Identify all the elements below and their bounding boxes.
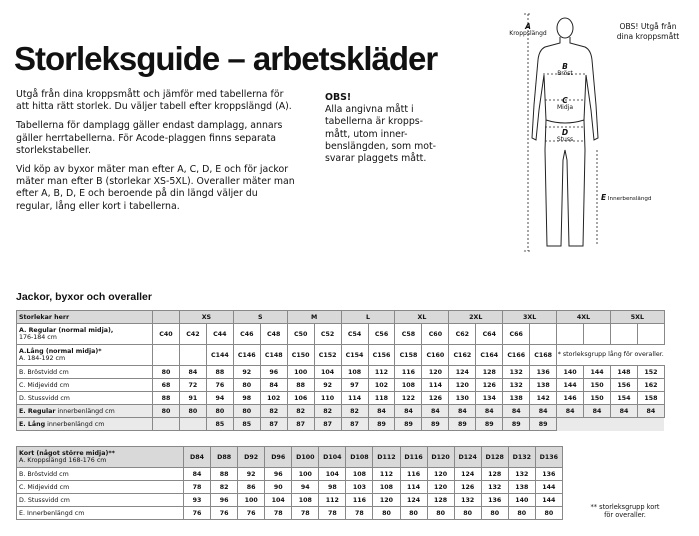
cell: 92	[238, 468, 265, 481]
cell: 87	[314, 418, 341, 431]
cell: 120	[449, 379, 476, 392]
cell: 126	[476, 379, 503, 392]
size-code: C154	[341, 345, 368, 366]
cell: 94	[292, 481, 319, 494]
cell: 97	[341, 379, 368, 392]
e-lang-row	[17, 418, 665, 431]
obs-text: Alla angivna mått i tabellerna är kropps-mått, utom inner-benslängden, som mot-svarar plaggets mått.	[325, 104, 437, 165]
size-code: C64	[476, 324, 503, 345]
obs-right-note: OBS! Utgå från dina kroppsmått	[616, 22, 680, 41]
cell: 116	[395, 366, 422, 379]
cell: 88	[211, 468, 238, 481]
cell: 146	[557, 392, 584, 405]
cell: 82	[314, 405, 341, 418]
empty-cell	[637, 324, 664, 345]
label-a-letter: A	[525, 22, 531, 31]
cell: 108	[292, 494, 319, 507]
cell: 106	[287, 392, 314, 405]
cell: 89	[530, 418, 557, 431]
cell: 144	[535, 481, 562, 494]
size-code: C156	[368, 345, 395, 366]
cell: 92	[233, 366, 260, 379]
regular-row-label: A. Regular (normal midja), 176-184 cm	[17, 324, 153, 345]
empty-cell	[584, 418, 611, 431]
cell: 87	[287, 418, 314, 431]
cell: 84	[637, 405, 664, 418]
cell: 100	[292, 468, 319, 481]
cell: 78	[265, 507, 292, 520]
size-code: C168	[530, 345, 557, 366]
cell: 132	[508, 468, 535, 481]
cell: 80	[400, 507, 427, 520]
cell: 84	[422, 405, 449, 418]
intro-paragraph-2: Tabellerna för damplagg gäller endast damplagg, annars gäller herrtabellerna. För Acode-plaggen finns separata storlekstabeller.	[16, 120, 283, 156]
table-row	[17, 468, 563, 481]
cell: 68	[153, 379, 180, 392]
cell: 156	[610, 379, 637, 392]
size-code: C50	[287, 324, 314, 345]
cell: 138	[508, 481, 535, 494]
lang-row-label: A.Lång (normal midja)* A. 184-192 cm	[17, 345, 153, 366]
row-label: E. Lång innerbenlängd cm	[17, 418, 153, 431]
row-label: D. Stussvidd cm	[17, 494, 184, 507]
size-table-kort	[16, 446, 563, 520]
size-code: D124	[454, 447, 481, 468]
cell: 142	[530, 392, 557, 405]
cell: 112	[373, 468, 400, 481]
cell: 162	[637, 379, 664, 392]
cell: 89	[368, 418, 395, 431]
cell: 78	[292, 507, 319, 520]
row-label: E. Innerbenlängd cm	[17, 507, 184, 520]
section-title: Jackor, byxor och overaller	[16, 291, 152, 303]
size-code: C60	[422, 324, 449, 345]
size-code: C164	[476, 345, 503, 366]
label-c	[549, 97, 581, 111]
cell: 158	[637, 392, 664, 405]
cell: 78	[346, 507, 373, 520]
cell: 78	[319, 507, 346, 520]
cell: 84	[395, 405, 422, 418]
cell: 87	[260, 418, 287, 431]
cell: 93	[184, 494, 211, 507]
table-row	[17, 494, 563, 507]
cell: 120	[427, 481, 454, 494]
cell: 126	[454, 481, 481, 494]
cell: 112	[368, 366, 395, 379]
size-code: C52	[314, 324, 341, 345]
cell: 144	[557, 379, 584, 392]
cell: 80	[153, 366, 180, 379]
size-code: C54	[341, 324, 368, 345]
cell: 102	[260, 392, 287, 405]
label-a	[505, 23, 551, 37]
cell: 88	[153, 392, 180, 405]
empty-cell	[179, 345, 206, 366]
cell: 126	[422, 392, 449, 405]
size-code: D104	[319, 447, 346, 468]
lang-note: * storleksgrupp lång för overaller.	[557, 345, 665, 366]
cell: 136	[530, 366, 557, 379]
cell: 96	[211, 494, 238, 507]
size-group-header: M	[287, 311, 341, 324]
table-row	[17, 366, 665, 379]
cell: 108	[346, 468, 373, 481]
size-code: C144	[206, 345, 233, 366]
cell: 84	[610, 405, 637, 418]
label-b-text: Bröst	[557, 70, 573, 77]
cell: 104	[319, 468, 346, 481]
table-row	[17, 379, 665, 392]
cell: 94	[206, 392, 233, 405]
cell: 114	[400, 481, 427, 494]
cell: 84	[557, 405, 584, 418]
cell: 84	[260, 379, 287, 392]
cell: 82	[211, 481, 238, 494]
cell: 89	[503, 418, 530, 431]
cell: 116	[400, 468, 427, 481]
cell: 104	[265, 494, 292, 507]
cell: 88	[206, 366, 233, 379]
size-code: D92	[238, 447, 265, 468]
size-group-header: 4XL	[557, 311, 611, 324]
table-row	[17, 481, 563, 494]
cell: 84	[530, 405, 557, 418]
cell: 80	[373, 507, 400, 520]
cell: 144	[584, 366, 611, 379]
cell: 85	[233, 418, 260, 431]
cell: 154	[610, 392, 637, 405]
cell: 78	[184, 481, 211, 494]
cell: 90	[265, 481, 292, 494]
kort-header-row	[17, 447, 563, 468]
cell: 96	[265, 468, 292, 481]
cell: 84	[503, 405, 530, 418]
cell: 80	[508, 507, 535, 520]
size-group-header	[153, 311, 180, 324]
size-group-header: S	[233, 311, 287, 324]
cell: 84	[184, 468, 211, 481]
cell: 84	[449, 405, 476, 418]
obs-note	[325, 92, 445, 165]
table-row	[17, 392, 665, 405]
cell: 132	[503, 379, 530, 392]
cell: 80	[233, 405, 260, 418]
size-code: C42	[179, 324, 206, 345]
size-code: D84	[184, 447, 211, 468]
cell: 82	[287, 405, 314, 418]
cell: 84	[476, 405, 503, 418]
cell: 80	[233, 379, 260, 392]
size-code: D120	[427, 447, 454, 468]
cell: 120	[373, 494, 400, 507]
cell: 134	[476, 392, 503, 405]
empty-cell	[584, 324, 611, 345]
intro-paragraph-3: Vid köp av byxor mäter man efter A, C, D, E och för jackor mäter man efter B (storlekar XS-5XL). Overaller mäter man efter A, B, D, E och beroende på din längd väljer du regular, lång eller kort i tabellerna.	[16, 164, 295, 212]
label-a-text: Kroppslängd	[509, 30, 547, 37]
row-label: B. Bröstvidd cm	[17, 468, 184, 481]
cell: 87	[341, 418, 368, 431]
cell: 130	[449, 392, 476, 405]
row-label: E. Regular innerbenlängd cm	[17, 405, 153, 418]
size-group-header: XS	[179, 311, 233, 324]
cell: 89	[476, 418, 503, 431]
cell: 144	[535, 494, 562, 507]
intro-text	[16, 89, 296, 220]
label-d-text: Stuss	[556, 136, 574, 143]
e-regular-row	[17, 405, 665, 418]
cell: 140	[557, 366, 584, 379]
cell: 138	[503, 392, 530, 405]
label-e	[601, 194, 651, 203]
cell: 100	[238, 494, 265, 507]
cell: 110	[314, 392, 341, 405]
cell: 138	[530, 379, 557, 392]
cell: 114	[341, 392, 368, 405]
cell: 76	[211, 507, 238, 520]
cell: 91	[179, 392, 206, 405]
kort-note: ** storleksgrupp kort för overaller.	[590, 503, 660, 519]
label-c-text: Midja	[557, 104, 573, 111]
cell: 128	[481, 468, 508, 481]
size-code: D116	[400, 447, 427, 468]
cell: 84	[179, 366, 206, 379]
size-code: C44	[206, 324, 233, 345]
cell: 136	[481, 494, 508, 507]
cell: 140	[508, 494, 535, 507]
label-b	[549, 63, 581, 77]
size-group-header: 5XL	[610, 311, 664, 324]
empty-cell	[153, 418, 180, 431]
size-code: C166	[503, 345, 530, 366]
size-code: C150	[287, 345, 314, 366]
size-code: C62	[449, 324, 476, 345]
size-group-header: 2XL	[449, 311, 503, 324]
empty-cell	[153, 345, 180, 366]
cell: 104	[314, 366, 341, 379]
label-c-letter: C	[562, 96, 568, 105]
size-code: C40	[153, 324, 180, 345]
regular-row	[17, 324, 665, 345]
obs-heading: OBS!	[325, 92, 352, 103]
cell: 89	[449, 418, 476, 431]
cell: 118	[368, 392, 395, 405]
cell: 76	[206, 379, 233, 392]
cell: 108	[373, 481, 400, 494]
row-label: C. Midjevidd cm	[17, 379, 153, 392]
cell: 82	[341, 405, 368, 418]
cell: 124	[400, 494, 427, 507]
size-table-herr	[16, 310, 665, 431]
cell: 152	[637, 366, 664, 379]
size-code: C56	[368, 324, 395, 345]
row-label: D. Stussvidd cm	[17, 392, 153, 405]
page-title: Storleksguide – arbetskläder	[14, 40, 438, 77]
size-code: D100	[292, 447, 319, 468]
size-code: C46	[233, 324, 260, 345]
cell: 132	[454, 494, 481, 507]
cell: 98	[233, 392, 260, 405]
table-row	[17, 507, 563, 520]
cell: 76	[238, 507, 265, 520]
size-code: D136	[535, 447, 562, 468]
cell: 76	[184, 507, 211, 520]
cell: 92	[314, 379, 341, 392]
cell: 114	[422, 379, 449, 392]
size-code: C146	[233, 345, 260, 366]
cell: 120	[427, 468, 454, 481]
cell: 96	[260, 366, 287, 379]
cell: 100	[287, 366, 314, 379]
cell: 124	[454, 468, 481, 481]
size-code: C48	[260, 324, 287, 345]
size-code: C148	[260, 345, 287, 366]
cell: 124	[449, 366, 476, 379]
cell: 80	[427, 507, 454, 520]
row-label: B. Bröstvidd cm	[17, 366, 153, 379]
label-d-letter: D	[561, 128, 569, 137]
empty-cell	[610, 418, 637, 431]
cell: 98	[319, 481, 346, 494]
cell: 150	[584, 379, 611, 392]
label-b-letter: B	[562, 62, 568, 71]
empty-cell	[179, 418, 206, 431]
cell: 80	[481, 507, 508, 520]
row-label: C. Midjevidd cm	[17, 481, 184, 494]
cell: 84	[584, 405, 611, 418]
size-code: D96	[265, 447, 292, 468]
cell: 108	[395, 379, 422, 392]
cell: 122	[395, 392, 422, 405]
cell: 108	[341, 366, 368, 379]
cell: 128	[427, 494, 454, 507]
size-group-header: L	[341, 311, 395, 324]
empty-cell	[557, 418, 584, 431]
cell: 148	[610, 366, 637, 379]
intro-paragraph-1: Utgå från dina kroppsmått och jämför med tabellerna för att hitta rätt storlek. Du väljer tabell efter kroppslängd (A).	[16, 89, 292, 113]
cell: 132	[503, 366, 530, 379]
size-code: C152	[314, 345, 341, 366]
cell: 136	[535, 468, 562, 481]
size-code: C66	[503, 324, 530, 345]
size-code: C158	[395, 345, 422, 366]
size-code: C162	[449, 345, 476, 366]
cell: 86	[238, 481, 265, 494]
cell: 80	[179, 405, 206, 418]
size-group-header: 3XL	[503, 311, 557, 324]
size-code: D112	[373, 447, 400, 468]
cell: 72	[179, 379, 206, 392]
cell: 128	[476, 366, 503, 379]
size-group-header: XL	[395, 311, 449, 324]
cell: 120	[422, 366, 449, 379]
cell: 85	[206, 418, 233, 431]
cell: 80	[535, 507, 562, 520]
lang-row	[17, 345, 665, 366]
empty-cell	[610, 324, 637, 345]
label-e-text: Innerbenslängd	[607, 196, 652, 202]
cell: 80	[153, 405, 180, 418]
size-code: C58	[395, 324, 422, 345]
cell: 80	[454, 507, 481, 520]
cell: 116	[346, 494, 373, 507]
cell: 89	[422, 418, 449, 431]
cell: 103	[346, 481, 373, 494]
cell: 82	[260, 405, 287, 418]
label-d	[549, 129, 581, 143]
cell: 80	[206, 405, 233, 418]
table-header-row	[17, 311, 665, 324]
size-code: D88	[211, 447, 238, 468]
cell: 150	[584, 392, 611, 405]
cell: 84	[368, 405, 395, 418]
cell: 88	[287, 379, 314, 392]
size-code: D108	[346, 447, 373, 468]
size-code: D132	[508, 447, 535, 468]
label-e-letter: E	[601, 193, 607, 202]
cell: 132	[481, 481, 508, 494]
empty-cell	[530, 324, 557, 345]
empty-cell	[637, 418, 664, 431]
empty-cell	[557, 324, 584, 345]
table-header-label: Storlekar herr	[17, 311, 153, 324]
cell: 102	[368, 379, 395, 392]
cell: 89	[395, 418, 422, 431]
size-code: D128	[481, 447, 508, 468]
size-code: C160	[422, 345, 449, 366]
kort-header-label: Kort (något större midja)** A. Kroppslängd 168-176 cm	[17, 447, 184, 468]
cell: 112	[319, 494, 346, 507]
